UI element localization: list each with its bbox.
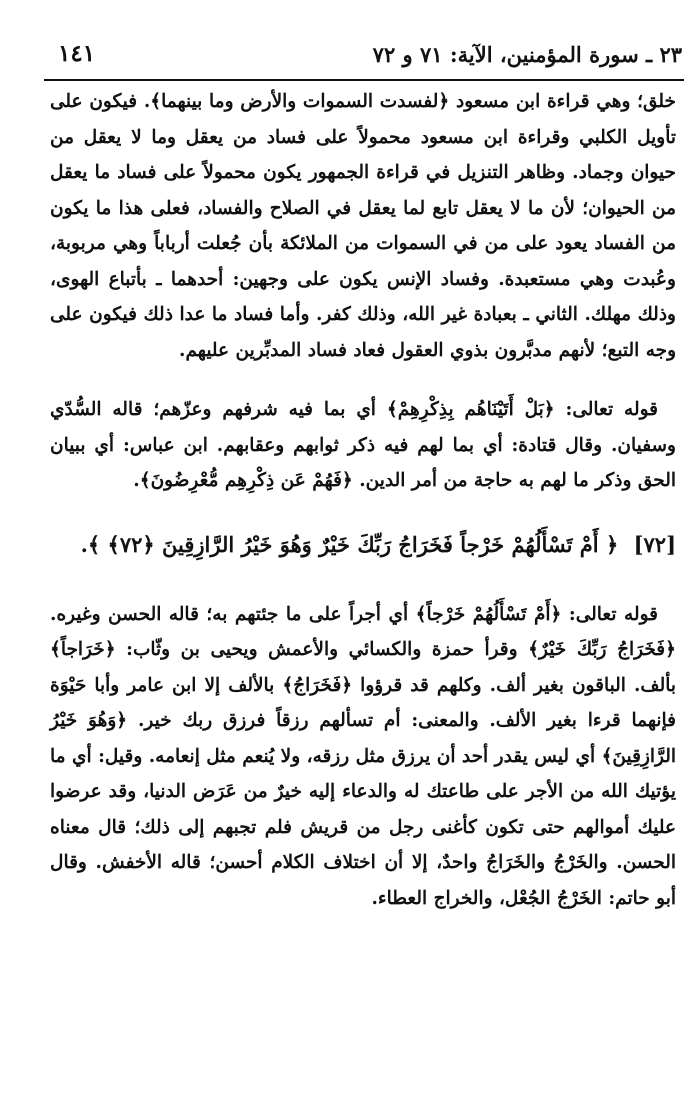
paragraph-commentary-72: قوله تعالى: ﴿أَمْ تَسْأَلُهُمْ خَرْجاً﴾ أي أجراً على ما جئتهم به؛ قاله الحسن وغيره. ﴿فَخَرَاجُ رَبِّكَ خَيْرٌ﴾ وقرأ حمزة والكسائي والأعمش ويحيى بن وثّاب: ﴿خَرَاجاً﴾ بألف. الباقون بغير ألف. وكلهم قد قرؤوا ﴿فَخَرَاجُ﴾ بالألف إلا ابن عامر وأبا حَيْوَة فإنهما قرءا بغير الألف. والمعنى: أم تسألهم رزقاً فرزق ربك خير. ﴿وَهُوَ خَيْرُ الرَّازِقِينَ﴾ أي ليس يقدر أحد أن يرزق مثل رزقه، ولا يُنعم مثل إنعامه. وقيل: أي ما يؤتيك الله من الأجر على طاعتك له والدعاء إليه خيرٌ من عَرَض الدنيا، وقد عرضوا عليك أموالهم حتى تكون كأغنى رجل من قريش فلم تجبهم إلى ذلك؛ قال معناه الحسن. والخَرْجُ والخَرَاجُ واحدٌ، إلا أن اختلاف الكلام أحسن؛ قاله الأخفش. وقال أبو حاتم: الخَرْجُ الجُعْل، والخراج العطاء. (50, 603, 676, 909)
page-content (50, 84, 676, 916)
verse-spacer-bottom (50, 565, 676, 597)
header-title: ٢٣ ـ سورة المؤمنين، الآية: ٧١ و ٧٢ (372, 42, 682, 67)
page-number: ١٤١ (58, 40, 96, 67)
verse-number: [٧٢] (633, 531, 676, 557)
paragraph-commentary-71: خلق؛ وهي قراءة ابن مسعود ﴿لفسدت السموات والأرض وما بينهما﴾. فيكون على تأويل الكلبي وقراءة ابن مسعود محمولاً على فساد من يعقل وما لا يعقل من حيوان وجماد. وظاهر التنزيل في قراءة الجمهور يكون محمولاً على فساد ما يعقل من الحيوان؛ لأن ما لا يعقل تابع لما يعقل في الصلاح والفساد، فعلى هذا ما يكون من الفساد يعود على من في السموات من الملائكة بأن جُعلت أرباباً وهي مربوبة، وعُبدت وهي مستعبدة. وفساد الإنس يكون على وجهين: أحدهما ـ بأتباع الهوى، وذلك مهلك. الثاني ـ بعبادة غير الله، وذلك كفر. وأما فساد ما عدا ذلك فيكون على وجه التبع؛ لأنهم مدبَّرون بذوي العقول فعاد فساد المدبِّرين عليهم. (50, 91, 677, 361)
header-divider (44, 79, 684, 81)
verse-text: ﴿ أَمْ تَسْأَلُهُمْ خَرْجاً فَخَرَاجُ رَبِّكَ خَيْرٌ وَهُوَ خَيْرُ الرَّازِقِينَ ﴿٧٢﴾ ﴾. (80, 531, 619, 557)
verse-72-line (50, 525, 676, 565)
paragraph-bal-ataynahum: قوله تعالى: ﴿بَلْ أَتَيْنَاهُم بِذِكْرِهِمْ﴾ أي بما فيه شرفهم وعزّهم؛ قاله السُّدّي وسفيان. وقال قتادة: أي بما لهم فيه ذكر ثوابهم وعقابهم. ابن عباس: أي ببيان الحق وذكر ما لهم به حاجة من أمر الدين. ﴿فَهُمْ عَن ذِكْرِهِم مُّعْرِضُونَ﴾. (50, 399, 676, 491)
verse-spacer-top (50, 499, 676, 525)
page-header (42, 38, 682, 78)
paragraph-spacer (50, 368, 676, 392)
